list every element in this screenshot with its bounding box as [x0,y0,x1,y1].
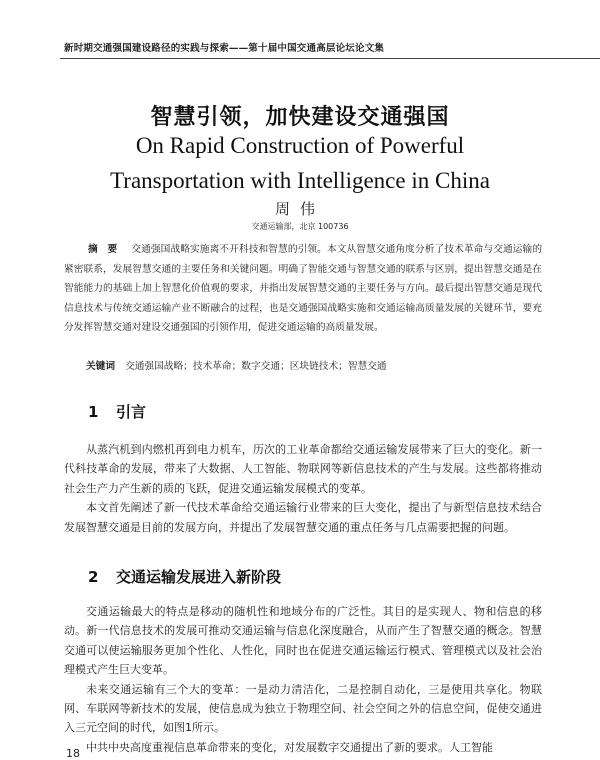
paragraph: 从蒸汽机到内燃机再到电力机车，历次的工业革命都给交通运输发展带来了巨大的变化。新一代科技革命的发展，带来了大数据、人工智能、物联网等新信息技术的产生与发展。这些都将推动社会生产力产生新的质的飞跃，促进交通运输发展模式的变革。 [64,443,542,495]
title-english-line-1: On Rapid Construction of Powerful [135,133,465,158]
abstract [64,240,542,338]
keywords-label: 关键词 [86,361,116,372]
section-title: 引言 [116,403,147,421]
paragraph: 中共中央高度重视信息革命带来的变化，对发展数字交通提出了新的要求。人工智能 [86,740,493,754]
abstract-label: 摘 要 [88,244,118,255]
running-header: 新时期交通强国建设路径的实践与探索——第十届中国交通高层论坛论文集 [64,43,385,54]
paragraph: 交通运输最大的特点是移动的随机性和地域分布的广泛性。其目的是实现人、物和信息的移动。新一代信息技术的发展可推动交通运输与信息化深度融合，从而产生了智慧交通的概念。智慧交通可以使运输服务更加个性化、人性化，同时也在促进交通运输运行模式、管理模式以及社会治理模式产生巨大变革。 [64,605,542,677]
section-number: 1 [88,403,99,421]
title-english [0,128,600,198]
abstract-text: 交通强国战略实施离不开科技和智慧的引领。本文从智慧交通角度分析了技术革命与交通运输的紧密联系，发展智慧交通的主要任务和关键问题。明确了智能交通与智慧交通的联系与区别，提出智慧交通是在智能能力的基础上加上智慧化价值观的要求，并指出发展智慧交通的主要任务与方向。最后提出智慧交通是现代信息技术与传统交通运输产业不断融合的过程，也是交通强国战略实施和交通运输高质量发展的关键环节，要充分发挥智慧交通对建设交通强国的引领作用，促进交通运输的高质量发展。 [64,244,543,333]
section-number: 2 [88,568,99,586]
section-2-body [64,602,542,757]
author-name: 周伟 [274,200,325,218]
section-title: 交通运输发展进入新阶段 [116,568,282,586]
section-1-body [64,440,542,537]
author-affiliation: 交通运输部，北京 100736 [251,222,349,231]
section-heading-1 [88,401,146,422]
page-number: 18 [66,747,80,760]
keywords [64,357,542,376]
section-heading-2 [88,566,281,587]
title-chinese: 智慧引领，加快建设交通强国 [150,105,450,130]
keywords-text: 交通强国战略；技术革命；数字交通；区块链技术；智慧交通 [125,361,387,372]
title-english-line-2: Transportation with Intelligence in China [110,168,490,193]
paragraph: 未来交通运输有三个大的变革：一是动力清洁化，二是控制自动化，三是使用共享化。物联网、车联网等新技术的发展，使信息成为独立于物理空间、社会空间之外的信息空间，促使交通进入三元空间的时代，如图1所示。 [64,682,542,735]
header-rule [60,58,600,59]
paragraph: 本文首先阐述了新一代技术革命给交通运输行业带来的巨大变化，提出了与新型信息技术结合发展智慧交通是目前的发展方向，并提出了发展智慧交通的重点任务与几点需要把握的问题。 [64,501,542,534]
